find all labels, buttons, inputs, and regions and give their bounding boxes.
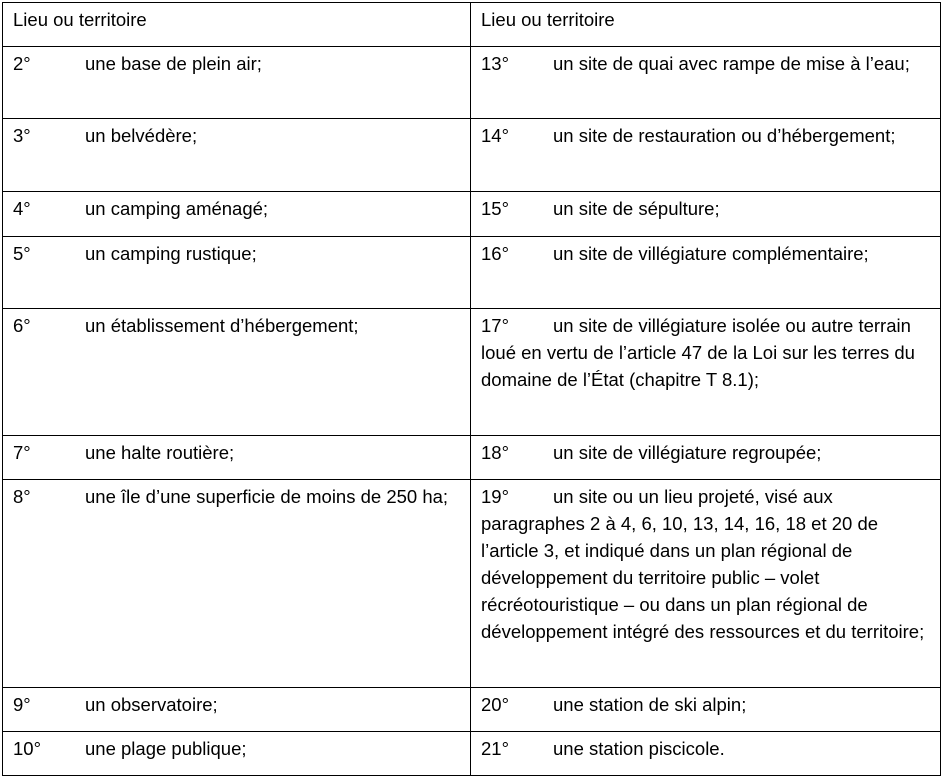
table-cell-right — [471, 119, 941, 192]
table-row — [3, 237, 941, 309]
item-number: 4° — [13, 198, 31, 219]
item-text: une île d’une superficie de moins de 250 ha; — [85, 486, 449, 507]
item-number: 18° — [481, 442, 509, 463]
table-row — [3, 480, 941, 688]
item-number: 21° — [481, 738, 509, 759]
table-row — [3, 436, 941, 480]
item-text: un établissement d’hébergement; — [85, 315, 359, 336]
header-cell-left: Lieu ou territoire — [3, 3, 471, 47]
item-number: 6° — [13, 315, 31, 336]
table-header-row — [3, 3, 941, 47]
table-row — [3, 732, 941, 776]
table-cell-left — [3, 436, 471, 480]
lieux-table — [2, 2, 941, 776]
item-text: une station de ski alpin; — [553, 694, 747, 715]
table-cell-right — [471, 688, 941, 732]
item-number: 9° — [13, 694, 31, 715]
item-text: une base de plein air; — [85, 53, 262, 74]
item-text: une plage publique; — [85, 738, 247, 759]
table-cell-right — [471, 732, 941, 776]
item-text: un observatoire; — [85, 694, 218, 715]
item-number: 16° — [481, 243, 509, 264]
item-number: 5° — [13, 243, 31, 264]
table-cell-left — [3, 688, 471, 732]
table-cell-left — [3, 732, 471, 776]
item-number: 7° — [13, 442, 31, 463]
item-number: 14° — [481, 125, 509, 146]
item-text: une halte routière; — [85, 442, 235, 463]
header-cell-right: Lieu ou territoire — [471, 3, 941, 47]
item-number: 20° — [481, 694, 509, 715]
item-text: un site de villégiature regroupée; — [553, 442, 822, 463]
table-cell-left — [3, 237, 471, 309]
item-text: une station piscicole. — [553, 738, 725, 759]
table-cell-right — [471, 237, 941, 309]
table-cell-left — [3, 480, 471, 688]
table-cell-left — [3, 47, 471, 119]
table-cell-right — [471, 309, 941, 436]
item-text: un camping rustique; — [85, 243, 257, 264]
item-text: un site de villégiature isolée ou autre terrain loué en vertu de l’article 47 de la Loi sur les terres du domaine de l’État (chapitre T 8.1); — [481, 315, 915, 390]
item-number: 19° — [481, 486, 509, 507]
table-cell-left — [3, 309, 471, 436]
item-text: un site de sépulture; — [553, 198, 720, 219]
item-text: un belvédère; — [85, 125, 198, 146]
table-cell-left — [3, 192, 471, 237]
item-text: un site de restauration ou d’hébergement; — [553, 125, 896, 146]
table-cell-right — [471, 47, 941, 119]
table-cell-left — [3, 119, 471, 192]
table-cell-right — [471, 436, 941, 480]
table-cell-right — [471, 192, 941, 237]
item-number: 13° — [481, 53, 509, 74]
item-number: 15° — [481, 198, 509, 219]
item-text: un site de quai avec rampe de mise à l’eau; — [553, 53, 910, 74]
table-row — [3, 309, 941, 436]
table-row — [3, 47, 941, 119]
item-text: un site ou un lieu projeté, visé aux paragraphes 2 à 4, 6, 10, 13, 14, 16, 18 et 20 de l’article 3, et indiqué dans un plan régional de développement du territoire public – volet récréotouristique – ou dans un plan régional de développement intégré des ressources et du territoire; — [481, 486, 925, 642]
item-number: 3° — [13, 125, 31, 146]
item-number: 17° — [481, 315, 509, 336]
table-cell-right — [471, 480, 941, 688]
item-number: 10° — [13, 738, 41, 759]
item-text: un camping aménagé; — [85, 198, 269, 219]
table-row — [3, 119, 941, 192]
item-number: 2° — [13, 53, 31, 74]
item-number: 8° — [13, 486, 31, 507]
table-row — [3, 688, 941, 732]
item-text: un site de villégiature complémentaire; — [553, 243, 869, 264]
table-row — [3, 192, 941, 237]
